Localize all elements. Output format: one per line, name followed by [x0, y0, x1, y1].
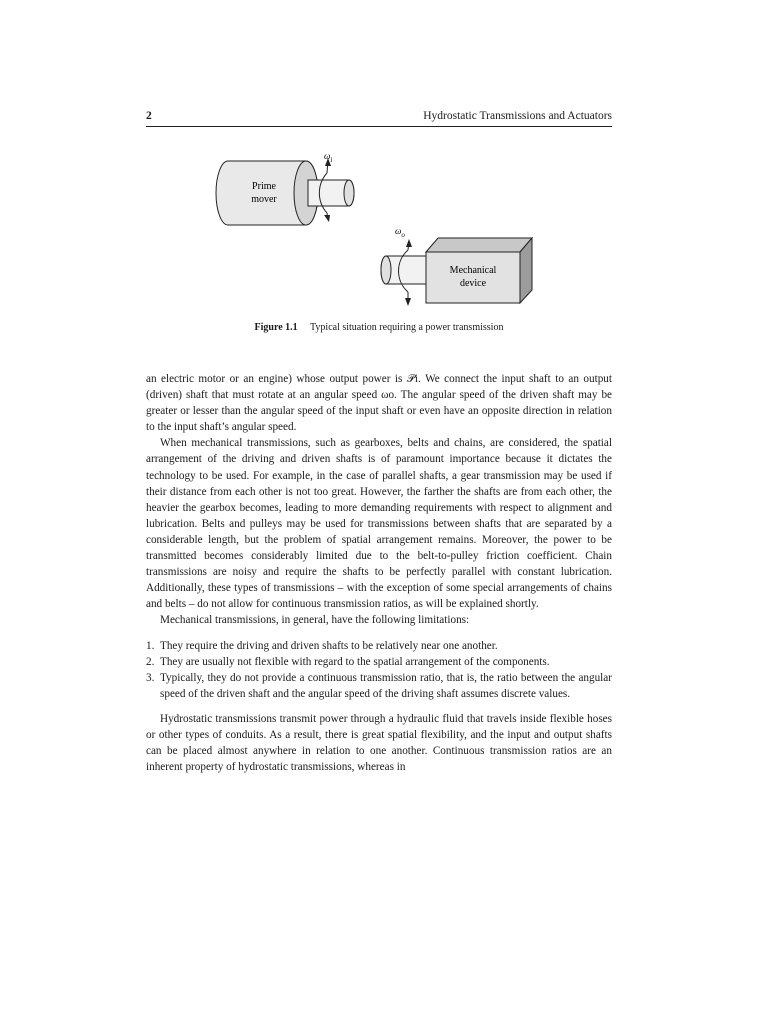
omega-output-symbol: $\omega_o$ — [395, 226, 405, 239]
running-title: Hydrostatic Transmissions and Actuators — [423, 110, 612, 122]
prime-mover-label-line2: mover — [251, 194, 277, 205]
limitations-list — [146, 638, 612, 702]
paragraph-2: When mechanical transmissions, such as gearboxes, belts and chains, are considered, the spatial arrangement of the driving and driven shafts is of paramount importance because it dictates the technology to be used. For example, in the case of parallel shafts, a gear transmission may be used if their distance from each other is not too great. However, the farther the shafts are from each other, the heavier the gearbox becomes, leading to more demanding requirements with respect to alignment and lubrication. Belts and pulleys may be used for transmissions between shafts that are separated by a considerable length, but the problem of spatial arrangement remains. Moreover, the power to be transmitted becomes considerably limited due to the belt-to-pulley friction coefficient. Chain transmissions are noisy and require the shafts to be perfectly parallel with constant lubrication. Additionally, these types of transmissions – with the exception of some special arrangements of chains and belts – do not allow for continuous transmission ratios, as will be explained shortly. — [146, 437, 612, 611]
prime-mover-drum — [216, 161, 318, 225]
mechanical-device-label-line2: device — [459, 278, 487, 289]
page-number: 2 — [146, 110, 152, 122]
body-text — [146, 371, 612, 775]
mechanical-device-label-line1: Mechanical — [449, 265, 497, 276]
paragraph-1: an electric motor or an engine) whose output power is 𝒫i. We connect the input shaft to an output (driven) shaft that must rotate at an angular speed ωo. The angular speed of the driven shaft may be greater or lesser than the angular speed of the input shaft or even have an opposite direction in relation to the input shaft’s angular speed. — [146, 373, 612, 434]
figure-caption — [146, 322, 612, 333]
output-shaft — [381, 256, 426, 284]
figure-1-1 — [146, 140, 612, 330]
figure-caption-text: Typical situation requiring a power transmission — [310, 322, 504, 333]
omega-input-symbol: $\omega_i$ — [324, 151, 333, 164]
paragraph-4: Hydrostatic transmissions transmit power through a hydraulic fluid that travels inside flexible hoses or other types of conduits. As a result, there is great spatial flexibility, and the input and output shafts can be placed almost anywhere in relation to one another. Continuous transmission ratios are an inherent property of hydrostatic transmissions, whereas in — [146, 712, 612, 774]
paragraph-3: Mechanical transmissions, in general, have the following limitations: — [160, 614, 470, 627]
list-item: 3. Typically, they do not provide a continuous transmission ratio, that is, the ratio between the angular speed of the driven shaft and the angular speed of the driving shaft assumes discrete values. — [146, 671, 612, 700]
figure-label: Figure 1.1 — [254, 322, 298, 333]
running-header — [146, 110, 612, 127]
prime-mover-label-line1: Prime — [252, 181, 276, 192]
list-item: 1. They require the driving and driven shafts to be relatively near one another. — [146, 639, 498, 652]
power-transmission-diagram — [146, 140, 612, 330]
input-shaft — [308, 180, 354, 206]
list-item: 2. They are usually not flexible with regard to the spatial arrangement of the components. — [146, 655, 550, 668]
